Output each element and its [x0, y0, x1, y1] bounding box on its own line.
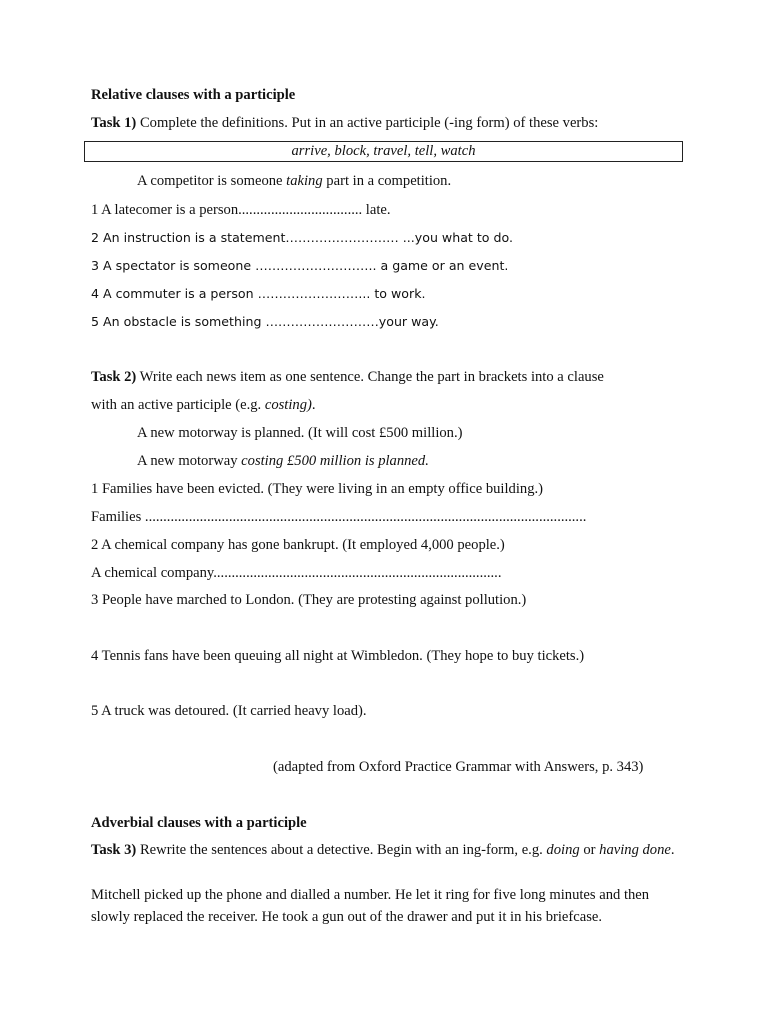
- task2-instr2-before: with an active participle (e.g.: [91, 397, 265, 413]
- task2-example-answer: [137, 452, 429, 470]
- task2-item-3: 3 People have marched to London. (They are protesting against pollution.): [91, 592, 527, 608]
- task1-item-2: 2 An instruction is a statement……………………… ...you what to do.: [91, 230, 513, 245]
- task2-answer-before: A new motorway: [137, 453, 242, 469]
- example-before: A competitor is someone: [137, 173, 287, 189]
- task1-instruction-text: Complete the definitions. Put in an active participle (-ing form) of these verbs:: [136, 115, 599, 131]
- section1-heading: Relative clauses with a participle: [91, 87, 296, 103]
- task3-instr-mid: or: [579, 842, 600, 858]
- task3-instruction: [91, 839, 681, 861]
- example-after: part in a competition.: [322, 173, 452, 189]
- task1-item-1: 1 A latecomer is a person.................................. late.: [91, 202, 391, 218]
- task3-instr-end: .: [670, 842, 675, 858]
- task1-item-5: 5 An obstacle is something ………………………your way.: [91, 314, 439, 329]
- task2-item-1: 1 Families have been evicted. (They were living in an empty office building.): [91, 481, 543, 497]
- section2-heading: Adverbial clauses with a participle: [91, 815, 307, 831]
- task3-label: Task 3): [91, 842, 137, 858]
- task2-item-2: 2 A chemical company has gone bankrupt. (It employed 4,000 people.): [91, 537, 505, 553]
- task1-example: [137, 172, 451, 190]
- task2-item-5: 5 A truck was detoured. (It carried heavy load).: [91, 703, 367, 719]
- task2-answer-line-1: Families .........................................................................................................................: [91, 509, 587, 525]
- task1-item-4: 4 A commuter is a person ……………………... to work.: [91, 286, 426, 301]
- task3-instr-before: Rewrite the sentences about a detective. Begin with an ing-form, e.g.: [136, 842, 547, 858]
- task2-answer-italic: costing £500 million is planned.: [241, 453, 429, 469]
- task2-instr2-italic: costing): [264, 397, 312, 413]
- task2-instr2-after: .: [311, 397, 316, 413]
- task3-italic-having-done: having done: [599, 842, 671, 858]
- task2-example-question: A new motorway is planned. (It will cost £500 million.): [137, 425, 463, 441]
- task1-label: Task 1): [91, 115, 137, 131]
- task1-instruction: [91, 114, 598, 132]
- task2-instruction-line2: [91, 396, 316, 414]
- task2-answer-line-2: A chemical company...............................................................................: [91, 565, 502, 581]
- task2-instruction-text: Write each news item as one sentence. Change the part in brackets into a clause: [136, 369, 604, 385]
- task2-instruction: [91, 368, 604, 386]
- task1-item-3: 3 A spectator is someone ……………………….. a game or an event.: [91, 258, 509, 273]
- example-italic: taking: [286, 173, 323, 189]
- task2-item-4: 4 Tennis fans have been queuing all night at Wimbledon. (They hope to buy tickets.): [91, 648, 585, 664]
- verb-list-box: [84, 141, 683, 162]
- task2-label: Task 2): [91, 369, 137, 385]
- task3-paragraph: Mitchell picked up the phone and dialled a number. He let it ring for five long minutes and then slowly replaced the receiver. He took a gun out of the drawer and put it in his briefcase.: [91, 887, 650, 925]
- source-citation: (adapted from Oxford Practice Grammar with Answers, p. 343): [273, 759, 644, 775]
- task3-italic-doing: doing: [546, 842, 580, 858]
- verb-list: arrive, block, travel, tell, watch: [291, 143, 476, 159]
